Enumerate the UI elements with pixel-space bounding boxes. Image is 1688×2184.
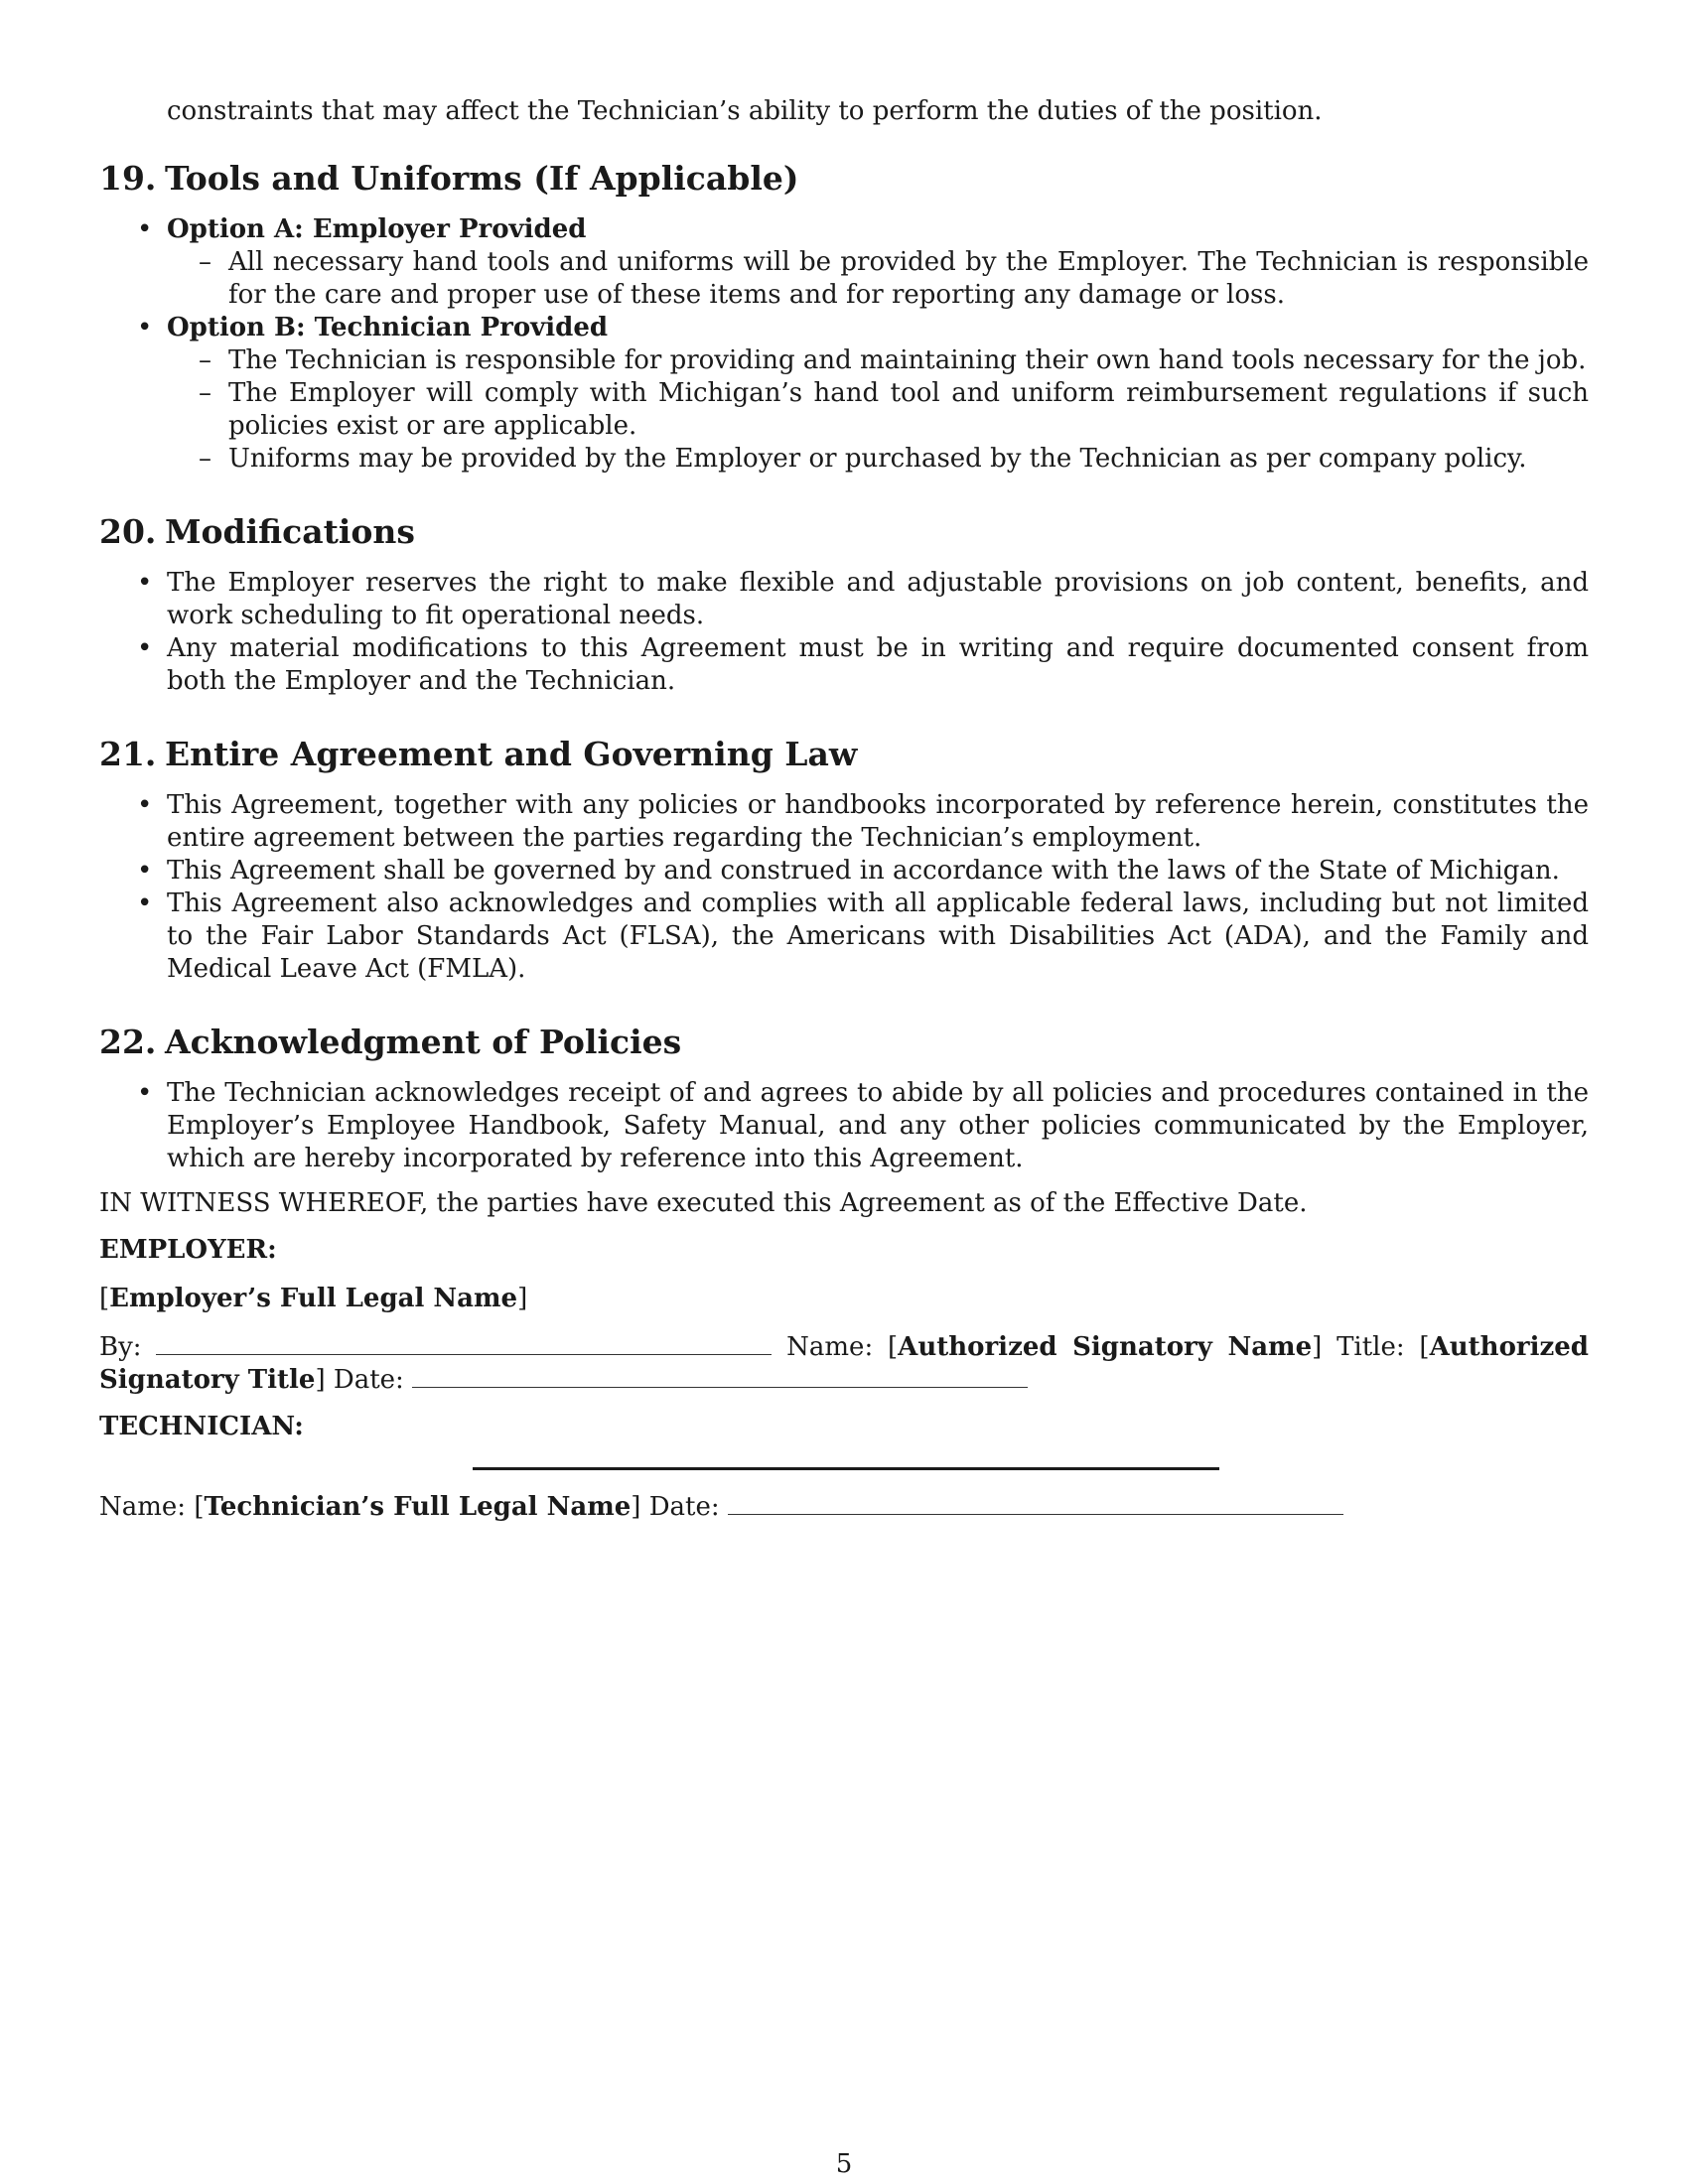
section-number: 20. bbox=[99, 512, 157, 551]
list-item: • Any material modifications to this Agreement must be in writing and require documented consent from both the Employer and the Technician. bbox=[99, 632, 1589, 698]
section-title: Modifications bbox=[165, 512, 415, 551]
option-a-sublist bbox=[167, 246, 1589, 312]
section-22-list bbox=[99, 1077, 1589, 1175]
section-20-heading bbox=[99, 511, 1589, 553]
section-title: Tools and Uniforms (If Applicable) bbox=[165, 159, 799, 198]
name-label: Name: bbox=[99, 1492, 187, 1522]
employer-signature-block: By: Name: [Authorized Signatory Name] Title: [Authorized Signatory Title] Date: bbox=[99, 1332, 1589, 1395]
witness-statement: IN WITNESS WHEREOF, the parties have executed this Agreement as of the Effective Date. bbox=[99, 1188, 1308, 1218]
technician-name-block: Name: [Technician’s Full Legal Name] Date: bbox=[99, 1491, 1589, 1524]
bracket-close: ] bbox=[517, 1284, 528, 1313]
sub-list-item: – The Technician is responsible for providing and maintaining their own hand tools necessary for the job. bbox=[167, 344, 1589, 377]
document-page bbox=[99, 95, 1589, 1524]
date-label: Date: bbox=[648, 1492, 720, 1522]
date-label: Date: bbox=[333, 1365, 404, 1395]
technician-signature-line[interactable] bbox=[99, 1467, 1589, 1469]
sub-list-item: – All necessary hand tools and uniforms will be provided by the Employer. The Technician is responsible for the care and proper use of these items and for reporting any damage or loss. bbox=[167, 246, 1589, 312]
section-21-list bbox=[99, 789, 1589, 986]
technician-name-placeholder: Technician’s Full Legal Name bbox=[204, 1492, 632, 1522]
name-label: Name: bbox=[786, 1332, 874, 1362]
section-21-heading bbox=[99, 734, 1589, 775]
sub-list-item: – The Employer will comply with Michigan’s hand tool and uniform reimbursement regulations if such policies exist or are applicable. bbox=[167, 377, 1589, 443]
employer-name-placeholder: Employer’s Full Legal Name bbox=[109, 1284, 518, 1313]
section-title: Acknowledgment of Policies bbox=[165, 1023, 682, 1061]
title-label: Title: bbox=[1336, 1332, 1405, 1362]
signatory-name-placeholder: Authorized Signatory Name bbox=[898, 1332, 1313, 1362]
list-item: • This Agreement shall be governed by and construed in accordance with the laws of the State of Michigan. bbox=[99, 855, 1589, 887]
employer-date-line[interactable] bbox=[412, 1365, 1028, 1388]
option-b-label: Option B: Technician Provided bbox=[167, 313, 609, 342]
section-number: 21. bbox=[99, 735, 157, 773]
list-item: • The Employer reserves the right to make flexible and adjustable provisions on job content, benefits, and work scheduling to fit operational needs. bbox=[99, 567, 1589, 632]
signatory-title-placeholder: Authorized Signatory Title bbox=[99, 1332, 1589, 1395]
list-item: • This Agreement, together with any policies or handbooks incorporated by reference herein, constitutes the entire agreement between the parties regarding the Technician’s employment. bbox=[99, 789, 1589, 855]
option-b-sublist bbox=[167, 344, 1589, 476]
section-number: 22. bbox=[99, 1023, 157, 1061]
option-b-item bbox=[99, 312, 1589, 476]
section-title: Entire Agreement and Governing Law bbox=[165, 735, 858, 773]
list-item: • This Agreement also acknowledges and complies with all applicable federal laws, including but not limited to the Fair Labor Standards Act (FLSA), the Americans with Disabilities Act (ADA), and the Family and Medical Leave Act (FMLA). bbox=[99, 887, 1589, 986]
employer-heading: EMPLOYER: bbox=[99, 1235, 277, 1265]
section-19-list bbox=[99, 213, 1589, 476]
section-22-heading bbox=[99, 1022, 1589, 1063]
bracket-open: [ bbox=[99, 1284, 110, 1313]
employer-signature-line[interactable] bbox=[156, 1332, 772, 1355]
by-label: By: bbox=[99, 1332, 142, 1362]
continuation-text: constraints that may affect the Technician’s ability to perform the duties of the position. bbox=[167, 96, 1323, 126]
list-item: • The Technician acknowledges receipt of and agrees to abide by all policies and procedures contained in the Employer’s Employee Handbook, Safety Manual, and any other policies communicated by the Employer, which are hereby incorporated by reference into this Agreement. bbox=[99, 1077, 1589, 1175]
option-a-label: Option A: Employer Provided bbox=[167, 214, 587, 244]
section-19-heading bbox=[99, 158, 1589, 200]
page-number: 5 bbox=[835, 2149, 853, 2179]
technician-date-line[interactable] bbox=[728, 1492, 1343, 1515]
technician-heading: TECHNICIAN: bbox=[99, 1412, 304, 1441]
section-number: 19. bbox=[99, 159, 157, 198]
employer-legal-name bbox=[99, 1283, 1589, 1315]
section-20-list bbox=[99, 567, 1589, 698]
option-a-item bbox=[99, 213, 1589, 312]
sub-list-item: – Uniforms may be provided by the Employer or purchased by the Technician as per company policy. bbox=[167, 443, 1589, 476]
